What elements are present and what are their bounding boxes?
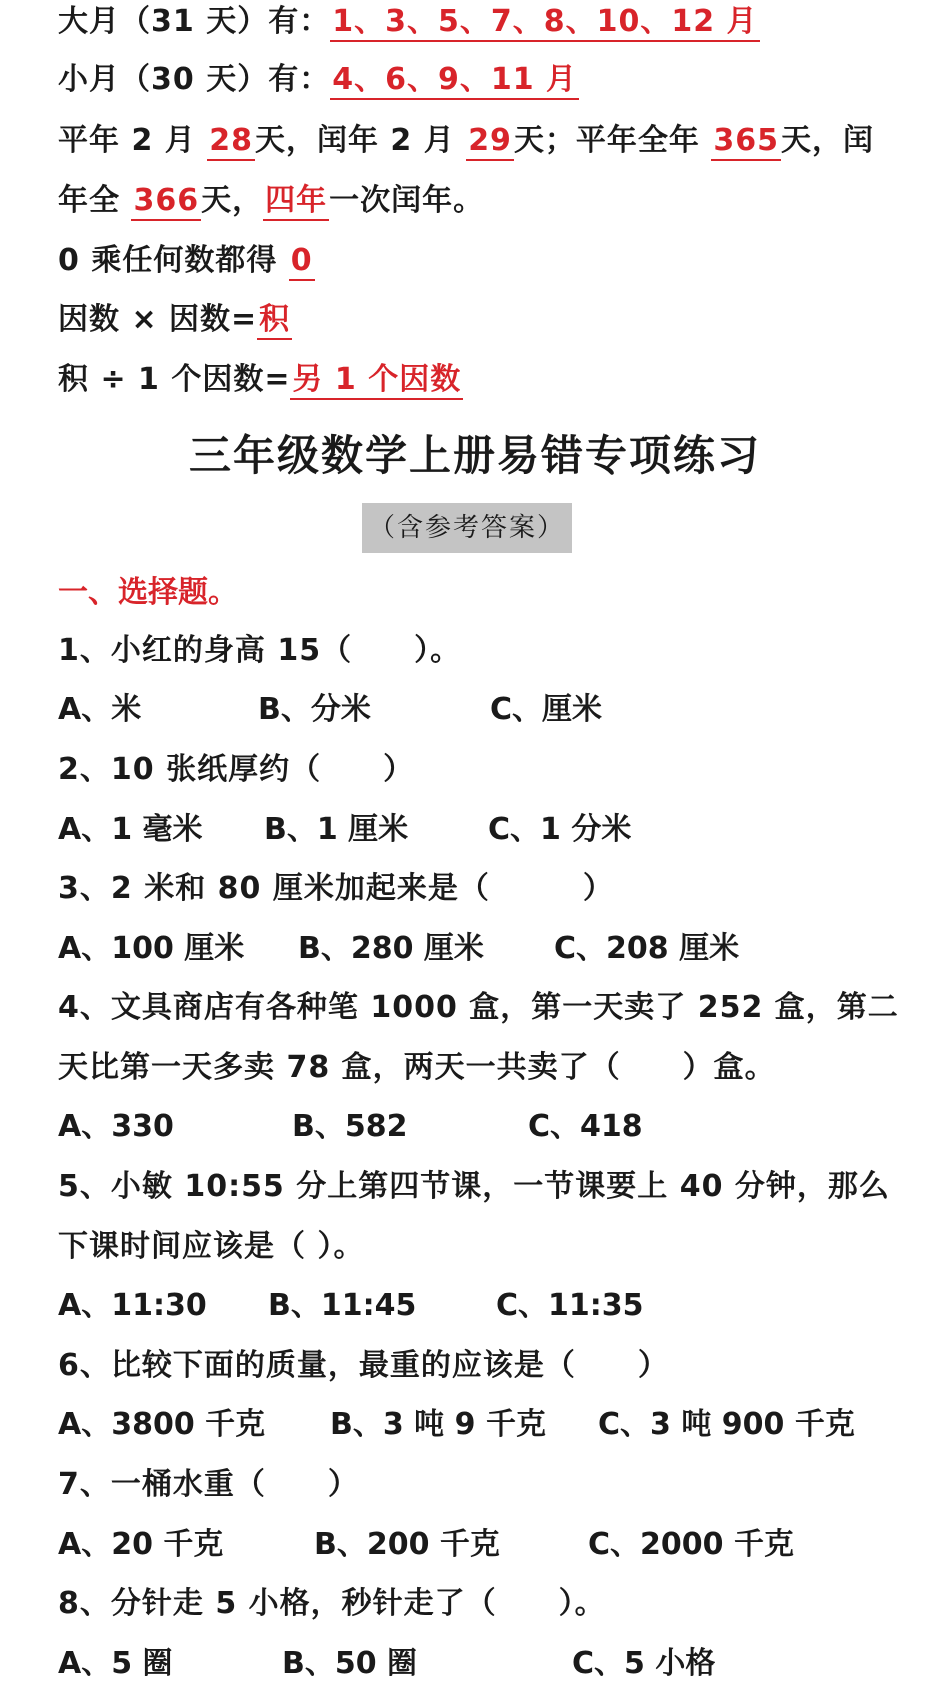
question-7: 7、一桶水重（ ）: [58, 1467, 359, 1502]
option-b: B、50 圈: [282, 1646, 418, 1681]
fact-text: 年全: [58, 183, 120, 218]
question-4-line2: 天比第一天多卖 78 盒，两天一共卖了（ ）盒。: [58, 1050, 776, 1085]
option-b: B、11:45: [268, 1288, 417, 1323]
option-a: A、5 圈: [58, 1646, 173, 1681]
fact-answer: 366: [131, 183, 201, 221]
option-a: A、1 毫米: [58, 812, 203, 847]
fact-answer: 四年: [263, 183, 329, 221]
fact-big-months: [58, 2, 760, 42]
fact-text: 天，闰年 2 月: [254, 123, 455, 158]
option-a: A、3800 千克: [58, 1407, 266, 1442]
option-c: C、11:35: [496, 1288, 644, 1323]
option-b: B、582: [292, 1109, 408, 1144]
option-a: A、100 厘米: [58, 931, 245, 966]
option-a: A、米: [58, 692, 142, 727]
subtitle-badge: （含参考答案）: [362, 503, 572, 553]
option-c: C、5 小格: [572, 1646, 716, 1681]
fact-answer: 28: [207, 123, 255, 161]
question-8: 8、分针走 5 小格，秒针走了（ ）。: [58, 1586, 606, 1621]
option-b: B、分米: [258, 692, 371, 727]
option-c: C、208 厘米: [554, 931, 740, 966]
fact-answer: 4、6、9、11 月: [330, 62, 579, 100]
fact-answer: 0: [289, 243, 315, 281]
fact-label: 大月（31 天）有：: [58, 4, 331, 39]
fact-answer: 积: [257, 302, 292, 340]
question-7-options: [58, 1525, 898, 1565]
option-a: A、11:30: [58, 1288, 207, 1323]
fact-label: 因数 × 因数=: [58, 302, 258, 337]
option-c: C、3 吨 900 千克: [598, 1407, 855, 1442]
fact-factor-product: [58, 300, 292, 340]
option-b: B、280 厘米: [298, 931, 484, 966]
option-b: B、3 吨 9 千克: [330, 1407, 546, 1442]
page-title: 三年级数学上册易错专项练习: [188, 431, 761, 480]
option-b: B、1 厘米: [264, 812, 409, 847]
fact-label: 积 ÷ 1 个因数=: [58, 362, 291, 397]
option-a: A、330: [58, 1109, 174, 1144]
option-c: C、418: [528, 1109, 643, 1144]
question-8-options: [58, 1644, 898, 1684]
fact-text: 天，闰: [781, 123, 875, 158]
question-4-line1: 4、文具商店有各种笔 1000 盒，第一天卖了 252 盒，第二: [58, 990, 899, 1025]
question-2-options: [58, 810, 898, 850]
fact-leap-year-line1: [58, 121, 874, 161]
option-c: C、厘米: [490, 692, 603, 727]
fact-text: 平年 2 月: [58, 123, 196, 158]
fact-product-divide: [58, 360, 463, 400]
fact-answer: 1、3、5、7、8、10、12 月: [330, 4, 759, 42]
fact-label: 0 乘任何数都得: [58, 243, 278, 278]
fact-zero-multiply: [58, 241, 315, 281]
option-b: B、200 千克: [314, 1527, 500, 1562]
question-5-line2: 下课时间应该是（ ）。: [58, 1229, 365, 1264]
question-6: 6、比较下面的质量，最重的应该是（ ）: [58, 1348, 669, 1383]
question-5-line1: 5、小敏 10:55 分上第四节课，一节课要上 40 分钟，那么: [58, 1169, 890, 1204]
fact-small-months: [58, 60, 579, 100]
question-3: 3、2 米和 80 厘米加起来是（ ）: [58, 871, 614, 906]
fact-text: 天；平年全年: [513, 123, 700, 158]
question-3-options: [58, 929, 898, 969]
option-c: C、1 分米: [488, 812, 632, 847]
question-6-options: [58, 1405, 898, 1445]
fact-answer: 另 1 个因数: [290, 362, 463, 400]
question-1: 1、小红的身高 15（ ）。: [58, 633, 462, 668]
question-5-options: [58, 1286, 898, 1326]
fact-text: 天，: [201, 183, 264, 218]
fact-text: 一次闰年。: [329, 183, 485, 218]
fact-leap-year-line2: [58, 181, 484, 221]
question-2: 2、10 张纸厚约（ ）: [58, 752, 415, 787]
question-1-options: [58, 690, 898, 730]
section-heading: 一、选择题。: [58, 575, 238, 610]
option-a: A、20 千克: [58, 1527, 224, 1562]
fact-answer: 365: [711, 123, 781, 161]
fact-label: 小月（30 天）有：: [58, 62, 331, 97]
option-c: C、2000 千克: [588, 1527, 794, 1562]
question-4-options: [58, 1107, 898, 1147]
fact-answer: 29: [466, 123, 514, 161]
